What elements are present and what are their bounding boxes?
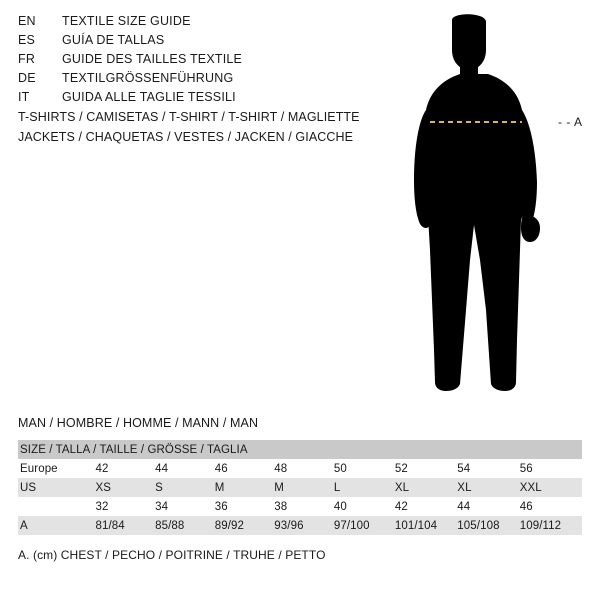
row-label-a: A xyxy=(18,516,96,535)
cell-value: XXL xyxy=(520,478,582,497)
cell-value: 105/108 xyxy=(457,516,519,535)
cell-value: 52 xyxy=(395,459,457,478)
cell-value: 81/84 xyxy=(96,516,156,535)
cell-value: 101/104 xyxy=(395,516,457,535)
cell-value: 44 xyxy=(155,459,215,478)
language-code-en: EN xyxy=(18,14,36,28)
measure-marker: - - xyxy=(558,115,571,129)
language-text-es: GUÍA DE TALLAS xyxy=(62,33,165,47)
cell-value: 93/96 xyxy=(274,516,334,535)
male-silhouette-icon xyxy=(390,10,590,410)
size-table xyxy=(18,440,582,535)
cell-value: 40 xyxy=(334,497,395,516)
language-list xyxy=(18,14,368,109)
language-text-en: TEXTILE SIZE GUIDE xyxy=(62,14,191,28)
category-tshirts: T-SHIRTS / CAMISETAS / T-SHIRT / T-SHIRT / MAGLIETTE xyxy=(18,110,360,124)
cell-value: 85/88 xyxy=(155,516,215,535)
category-list xyxy=(18,110,360,150)
language-row-de xyxy=(18,71,368,90)
category-jackets: JACKETS / CHAQUETAS / VESTES / JACKEN / GIACCHE xyxy=(18,130,354,144)
cell-value: 38 xyxy=(274,497,334,516)
table-row-header xyxy=(18,440,582,459)
cell-value: 36 xyxy=(215,497,275,516)
table-row xyxy=(18,497,582,516)
cell-value: 34 xyxy=(155,497,215,516)
cell-value: 46 xyxy=(215,459,275,478)
measure-letter: A xyxy=(574,115,583,129)
table-row xyxy=(18,459,582,478)
table-heading: MAN / HOMBRE / HOMME / MANN / MAN xyxy=(18,416,259,430)
language-text-it: GUIDA ALLE TAGLIE TESSILI xyxy=(62,90,236,104)
cell-value: L xyxy=(334,478,395,497)
cell-value: 97/100 xyxy=(334,516,395,535)
language-row-en xyxy=(18,14,368,33)
cell-value: M xyxy=(215,478,275,497)
footnote: A. (cm) CHEST / PECHO / POITRINE / TRUHE / PETTO xyxy=(18,548,326,562)
language-text-de: TEXTILGRÖSSENFÜHRUNG xyxy=(62,71,234,85)
cell-value: XS xyxy=(96,478,156,497)
row-label-blank xyxy=(18,497,96,516)
cell-value: 50 xyxy=(334,459,395,478)
cell-value: XL xyxy=(395,478,457,497)
cell-value: 89/92 xyxy=(215,516,275,535)
table-row xyxy=(18,478,582,497)
cell-value: 48 xyxy=(274,459,334,478)
cell-value: 42 xyxy=(395,497,457,516)
cell-value: S xyxy=(155,478,215,497)
language-row-es xyxy=(18,33,368,52)
cell-value: M xyxy=(274,478,334,497)
cell-value: 54 xyxy=(457,459,519,478)
measure-label-a xyxy=(558,115,583,129)
body-figure xyxy=(390,10,590,410)
row-label-us: US xyxy=(18,478,96,497)
language-code-es: ES xyxy=(18,33,36,47)
table-row xyxy=(18,516,582,535)
cell-value: 32 xyxy=(96,497,156,516)
cell-value: XL xyxy=(457,478,519,497)
language-text-fr: GUIDE DES TAILLES TEXTILE xyxy=(62,52,243,66)
language-code-fr: FR xyxy=(18,52,36,66)
cell-value: 42 xyxy=(96,459,156,478)
cell-value: 44 xyxy=(457,497,519,516)
language-code-de: DE xyxy=(18,71,36,85)
language-code-it: IT xyxy=(18,90,30,104)
row-label-europe: Europe xyxy=(18,459,96,478)
table-header-label: SIZE / TALLA / TAILLE / GRÖSSE / TAGLIA xyxy=(18,440,582,459)
cell-value: 56 xyxy=(520,459,582,478)
cell-value: 46 xyxy=(520,497,582,516)
cell-value: 109/112 xyxy=(520,516,582,535)
language-row-fr xyxy=(18,52,368,71)
language-row-it xyxy=(18,90,368,109)
